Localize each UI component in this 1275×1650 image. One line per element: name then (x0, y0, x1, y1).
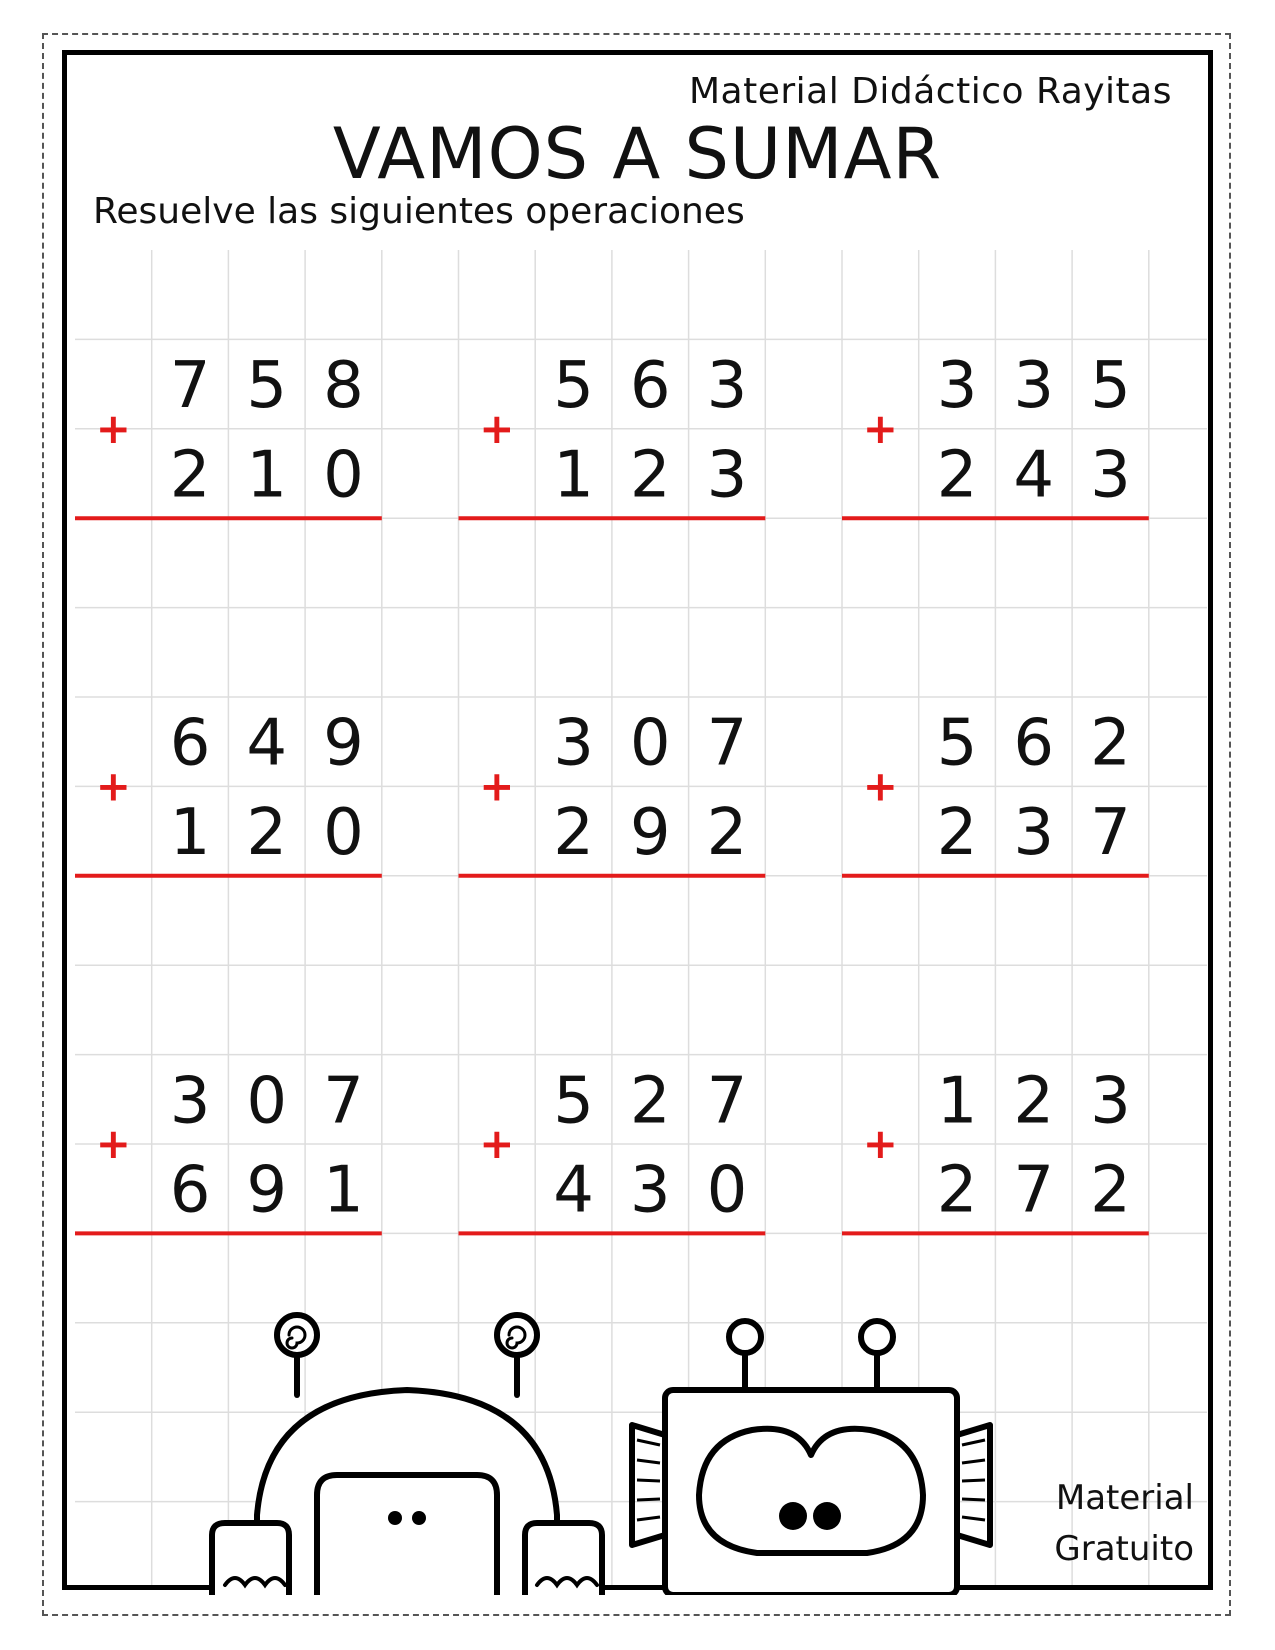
page-title: VAMOS A SUMAR (332, 113, 943, 195)
digit-top: 3 (706, 349, 748, 424)
digit-bottom: 3 (1013, 796, 1055, 871)
digit-top: 7 (706, 706, 748, 781)
digit-top: 8 (323, 349, 364, 424)
digit-bottom: 1 (553, 438, 594, 513)
digit-bottom: 6 (169, 1153, 211, 1228)
digit-top: 5 (553, 349, 594, 424)
digit-top: 2 (1013, 1064, 1055, 1139)
snail-monster-icon (207, 1295, 607, 1595)
digit-bottom: 3 (706, 438, 748, 513)
digit-top: 6 (629, 349, 671, 424)
digit-top: 5 (1090, 349, 1131, 424)
digit-top: 7 (323, 1064, 364, 1139)
plus-sign: + (95, 403, 131, 453)
digit-top: 3 (1013, 349, 1055, 424)
digit-top: 7 (169, 349, 211, 424)
digit-bottom: 1 (246, 438, 288, 513)
digit-bottom: 2 (169, 438, 211, 513)
digit-bottom: 1 (323, 1153, 364, 1228)
digit-top: 3 (169, 1064, 211, 1139)
digit-top: 0 (246, 1064, 288, 1139)
digit-top: 4 (246, 706, 288, 781)
plus-sign: + (862, 1119, 898, 1168)
digit-bottom: 0 (706, 1153, 748, 1228)
digit-top: 6 (1013, 706, 1055, 781)
digit-top: 9 (323, 706, 364, 781)
digit-top: 5 (246, 349, 288, 424)
plus-sign: + (479, 403, 515, 453)
instructions-text: Resuelve las siguientes operaciones (93, 191, 745, 232)
plus-sign: + (95, 1119, 131, 1168)
digit-bottom: 4 (553, 1153, 594, 1228)
digit-top: 1 (936, 1064, 978, 1139)
brand-label: Material Didáctico Rayitas (688, 71, 1172, 112)
digit-bottom: 3 (1090, 438, 1131, 513)
worksheet-frame (62, 50, 1213, 1590)
digit-top: 5 (936, 706, 978, 781)
digit-bottom: 2 (936, 1153, 978, 1228)
digit-top: 5 (553, 1064, 594, 1139)
digit-bottom: 7 (1090, 796, 1131, 871)
digit-bottom: 0 (323, 796, 364, 871)
digit-bottom: 9 (246, 1153, 288, 1228)
digit-top: 7 (706, 1064, 748, 1139)
digit-top: 3 (936, 349, 978, 424)
digit-top: 3 (553, 706, 594, 781)
digit-bottom: 0 (323, 438, 364, 513)
footer-line-1: Material (1055, 1478, 1194, 1518)
plus-sign: + (479, 761, 515, 811)
digit-bottom: 2 (246, 796, 288, 871)
digit-bottom: 2 (629, 438, 671, 513)
square-robot-icon (627, 1295, 1007, 1595)
footer-line-2: Gratuito (1054, 1529, 1194, 1569)
digit-top: 0 (629, 706, 671, 781)
digit-top: 3 (1090, 1064, 1131, 1139)
digit-top: 2 (629, 1064, 671, 1139)
digit-bottom: 1 (169, 796, 211, 871)
digit-bottom: 2 (936, 796, 978, 871)
digit-bottom: 2 (1090, 1153, 1131, 1228)
digit-bottom: 9 (629, 796, 671, 871)
plus-sign: + (862, 403, 898, 453)
digit-bottom: 7 (1013, 1153, 1055, 1228)
digit-bottom: 2 (936, 438, 978, 513)
digit-bottom: 4 (1013, 438, 1055, 513)
footer-note (1054, 1473, 1194, 1575)
plus-sign: + (862, 761, 898, 811)
plus-sign: + (479, 1119, 515, 1168)
digit-bottom: 2 (553, 796, 594, 871)
digit-top: 2 (1090, 706, 1131, 781)
plus-sign: + (95, 761, 131, 811)
digit-top: 6 (169, 706, 211, 781)
digit-bottom: 2 (706, 796, 748, 871)
digit-bottom: 3 (629, 1153, 671, 1228)
